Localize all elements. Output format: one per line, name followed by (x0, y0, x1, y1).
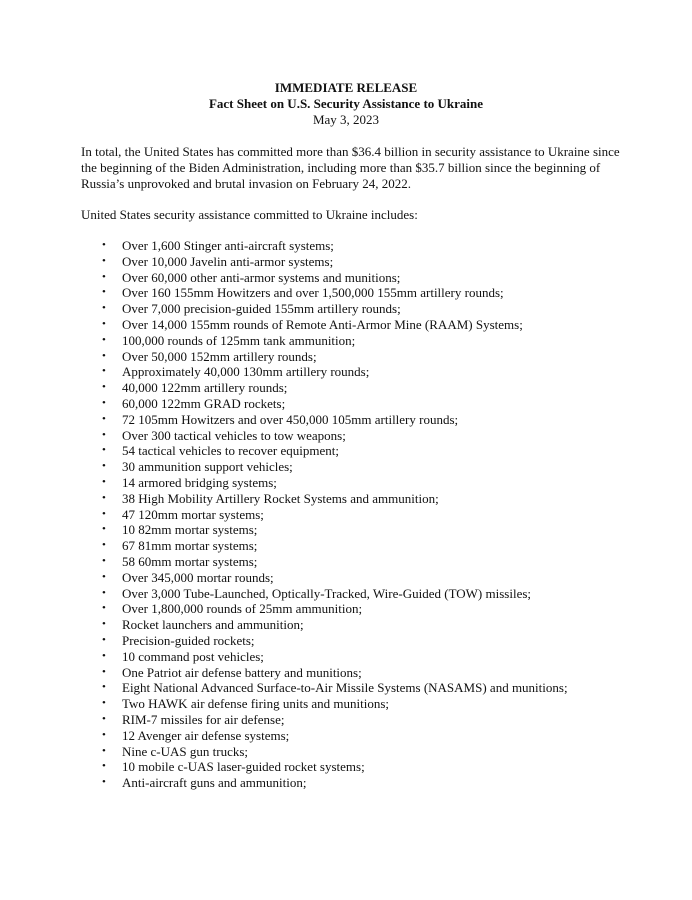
list-item (0, 775, 692, 791)
list-item-text: One Patriot air defense battery and munitions; (122, 664, 362, 680)
list-item (0, 285, 692, 301)
list-item-text: Over 1,600 Stinger anti-aircraft systems; (122, 238, 334, 253)
bullet-icon: • (102, 570, 106, 583)
bullet-icon: • (102, 286, 106, 299)
bullet-icon: • (102, 744, 106, 757)
intro-paragraph: In total, the United States has committed more than $36.4 billion in security assistance to Ukraine since the beginning of the Biden Administration, including more than $35.7 billion since the beginning of Russia’s unprovoked and brutal invasion on February 24, 2022. (81, 144, 620, 191)
bullet-icon: • (102, 649, 106, 662)
list-item-text: 54 tactical vehicles to recover equipment; (122, 443, 339, 459)
list-item-text: Over 7,000 precision-guided 155mm artillery rounds; (122, 301, 401, 317)
list-item (0, 522, 692, 538)
bullet-icon: • (102, 665, 106, 678)
bullet-icon: • (102, 444, 106, 457)
list-item-text: Over 50,000 152mm artillery rounds; (122, 348, 317, 364)
bullet-icon: • (102, 270, 106, 283)
bullet-icon: • (102, 776, 106, 789)
list-item-text: 67 81mm mortar systems; (122, 538, 258, 554)
list-item (0, 538, 692, 554)
list-item (0, 680, 692, 696)
list-item (0, 665, 692, 681)
list-item (0, 570, 692, 586)
list-item-text: Over 160 155mm Howitzers and over 1,500,000 155mm artillery rounds; (122, 285, 504, 301)
list-item-text: Over 60,000 other anti-armor systems and munitions; (122, 269, 401, 285)
list-item-text: 58 60mm mortar systems; (122, 553, 258, 569)
list-item (0, 633, 692, 649)
list-item-text: RIM-7 missiles for air defense; (122, 711, 285, 727)
list-item-text: 12 Avenger air defense systems; (122, 727, 290, 743)
list-item-text: Over 300 tactical vehicles to tow weapons; (122, 427, 346, 443)
list-item-text: Eight National Advanced Surface-to-Air Missile Systems (NASAMS) and munitions; (122, 680, 568, 696)
list-item (0, 728, 692, 744)
list-item-text: Over 14,000 155mm rounds of Remote Anti-Armor Mine (RAAM) Systems; (122, 316, 523, 332)
list-item-text: Over 10,000 Javelin anti-armor systems; (122, 253, 334, 269)
list-item-text: Over 3,000 Tube-Launched, Optically-Tracked, Wire-Guided (TOW) missiles; (122, 585, 532, 601)
list-item (0, 238, 692, 254)
bullet-icon: • (102, 491, 106, 504)
list-item-text: Rocket launchers and ammunition; (122, 617, 304, 633)
bullet-icon: • (102, 681, 106, 694)
list-item-text: 38 High Mobility Artillery Rocket Systems and ammunition; (122, 490, 439, 506)
list-item-text: 40,000 122mm artillery rounds; (122, 380, 288, 396)
bullet-icon: • (102, 412, 106, 425)
bullet-icon: • (102, 633, 106, 646)
list-item-text: Approximately 40,000 130mm artillery rounds; (122, 364, 370, 380)
list-item-text: 10 82mm mortar systems; (122, 522, 258, 538)
bullet-icon: • (102, 365, 106, 378)
bullet-icon: • (102, 507, 106, 520)
document-date: May 3, 2023 (312, 112, 380, 127)
bullet-icon: • (102, 239, 106, 251)
list-item (0, 759, 692, 775)
list-item (0, 364, 692, 380)
bullet-icon: • (102, 554, 106, 567)
list-item (0, 428, 692, 444)
list-item (0, 443, 692, 459)
bullet-icon: • (102, 333, 106, 346)
list-item-text: 10 mobile c-UAS laser-guided rocket systems; (122, 759, 365, 775)
list-item (0, 475, 692, 491)
document-header (0, 80, 692, 128)
list-item-text: 10 command post vehicles; (122, 648, 264, 664)
list-item (0, 617, 692, 633)
bullet-icon: • (102, 760, 106, 773)
list-item (0, 744, 692, 760)
list-item-text: Over 345,000 mortar rounds; (122, 569, 274, 585)
list-item (0, 649, 692, 665)
bullet-icon: • (102, 475, 106, 488)
bullet-icon: • (102, 460, 106, 473)
list-item (0, 333, 692, 349)
bullet-icon: • (102, 396, 106, 409)
release-label: IMMEDIATE RELEASE (274, 80, 418, 95)
list-item-text: Precision-guided rockets; (122, 632, 255, 648)
list-item (0, 491, 692, 507)
bullet-icon: • (102, 697, 106, 710)
document-title: Fact Sheet on U.S. Security Assistance to Ukraine (208, 96, 484, 111)
list-item (0, 586, 692, 602)
assistance-list (0, 238, 692, 791)
bullet-icon: • (102, 302, 106, 315)
list-item (0, 554, 692, 570)
list-lead-in: United States security assistance committed to Ukraine includes: (81, 207, 418, 222)
bullet-icon: • (102, 728, 106, 741)
bullet-icon: • (102, 618, 106, 631)
list-item (0, 301, 692, 317)
bullet-icon: • (102, 349, 106, 362)
bullet-icon: • (102, 712, 106, 725)
list-item (0, 459, 692, 475)
list-item (0, 317, 692, 333)
list-item-text: 100,000 rounds of 125mm tank ammunition; (122, 332, 356, 348)
list-item (0, 507, 692, 523)
bullet-icon: • (102, 254, 106, 267)
list-item-text: 14 armored bridging systems; (122, 474, 277, 490)
list-item-text: Two HAWK air defense firing units and munitions; (122, 696, 390, 712)
bullet-icon: • (102, 317, 106, 330)
bullet-icon: • (102, 539, 106, 552)
list-item (0, 696, 692, 712)
list-item (0, 601, 692, 617)
list-item-text: Over 1,800,000 rounds of 25mm ammunition; (122, 601, 363, 617)
list-item-text: 72 105mm Howitzers and over 450,000 105mm artillery rounds; (122, 411, 459, 427)
list-item (0, 270, 692, 286)
list-item-text: 60,000 122mm GRAD rockets; (122, 395, 286, 411)
bullet-icon: • (102, 586, 106, 599)
list-item (0, 254, 692, 270)
bullet-icon: • (102, 523, 106, 536)
list-item (0, 349, 692, 365)
list-item-text: 30 ammunition support vehicles; (122, 459, 293, 475)
list-item-text: 47 120mm mortar systems; (122, 506, 264, 522)
bullet-icon: • (102, 428, 106, 441)
list-item (0, 380, 692, 396)
list-item (0, 396, 692, 412)
list-item-text: Anti-aircraft guns and ammunition; (122, 775, 307, 791)
list-item (0, 712, 692, 728)
list-item (0, 412, 692, 428)
bullet-icon: • (102, 381, 106, 394)
bullet-icon: • (102, 602, 106, 615)
list-item-text: Nine c-UAS gun trucks; (122, 743, 249, 759)
